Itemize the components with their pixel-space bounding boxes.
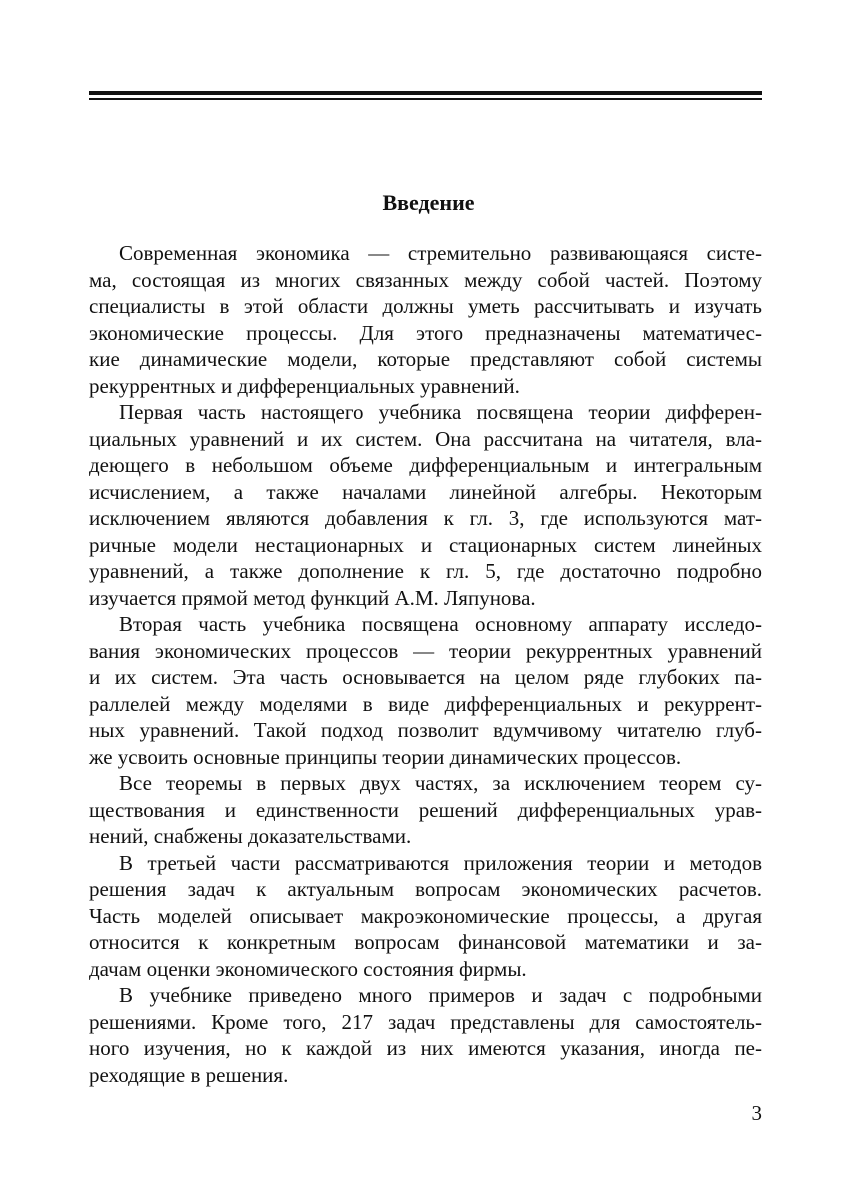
text-line: реходящие в решения. — [89, 1062, 289, 1087]
text-line: изучается прямой метод функций А.М. Ляпунова. — [89, 585, 536, 610]
text-line: кие динамические модели, которые представляют собой системы — [89, 347, 762, 371]
text-line: нений, снабжены доказательствами. — [89, 824, 412, 848]
text-line: специалисты в этой области должны уметь рассчитывать и изучать — [89, 294, 762, 318]
text-line: деющего в небольшом объеме дифференциальным и интегральным — [89, 453, 762, 477]
text-line: Все теоремы в первых двух частях, за исключением теорем су- — [119, 771, 762, 795]
text-line: уравнений, а также дополнение к гл. 5, где достаточно подробно — [89, 559, 762, 583]
text-line: относится к конкретным вопросам финансовой математики и за- — [89, 930, 762, 954]
text-line: решения задач к актуальным вопросам экономических расчетов. — [89, 877, 762, 901]
text-line: экономические процессы. Для этого предназначены математичес- — [89, 320, 762, 345]
text-line: раллелей между моделями в виде дифференциальных и рекуррент- — [89, 691, 762, 716]
header-rule-thin — [89, 98, 762, 100]
text-line: ных уравнений. Такой подход позволит вдумчивому читателю глуб- — [89, 718, 762, 742]
text-line: Современная экономика — стремительно развивающаяся систе- — [119, 241, 762, 265]
text-line: ма, состоящая из многих связанных между собой частей. Поэтому — [89, 267, 762, 292]
text-line: Часть моделей описывает макроэкономические процессы, а другая — [89, 903, 762, 928]
text-line: ного изучения, но к каждой из них имеются указания, иногда пе- — [89, 1036, 762, 1060]
text-line: и их систем. Эта часть основывается на целом ряде глубоких па- — [89, 665, 762, 689]
text-line: В учебнике приведено много примеров и задач с подробными — [119, 983, 762, 1007]
text-line: же усвоить основные принципы теории динамических процессов. — [89, 744, 682, 769]
text-line: ществования и единственности решений дифференциальных урав- — [89, 797, 762, 822]
page-number: 3 — [751, 1101, 762, 1125]
text-line: дачам оценки экономического состояния фирмы. — [89, 956, 527, 981]
text-line: исключением являются добавления к гл. 3, где используются мат- — [89, 506, 762, 530]
header-rule-thick — [89, 91, 762, 95]
text-line: исчислением, а также началами линейной алгебры. Некоторым — [89, 479, 762, 504]
text-line: циальных уравнений и их систем. Она рассчитана на читателя, вла- — [89, 426, 762, 451]
text-line: Вторая часть учебника посвящена основному аппарату исследо- — [119, 612, 762, 636]
text-line: Первая часть настоящего учебника посвящена теории дифферен- — [119, 400, 762, 424]
page-title: Введение — [382, 190, 475, 215]
text-line: решениями. Кроме того, 217 задач представлены для самостоятель- — [89, 1009, 762, 1034]
text-line: ричные модели нестационарных и стационарных систем линейных — [89, 532, 762, 557]
body-text — [89, 240, 762, 1088]
text-line: рекуррентных и дифференциальных уравнений. — [89, 373, 520, 398]
text-line: вания экономических процессов — теории рекуррентных уравнений — [89, 638, 762, 663]
text-line: В третьей части рассматриваются приложения теории и методов — [119, 850, 762, 875]
